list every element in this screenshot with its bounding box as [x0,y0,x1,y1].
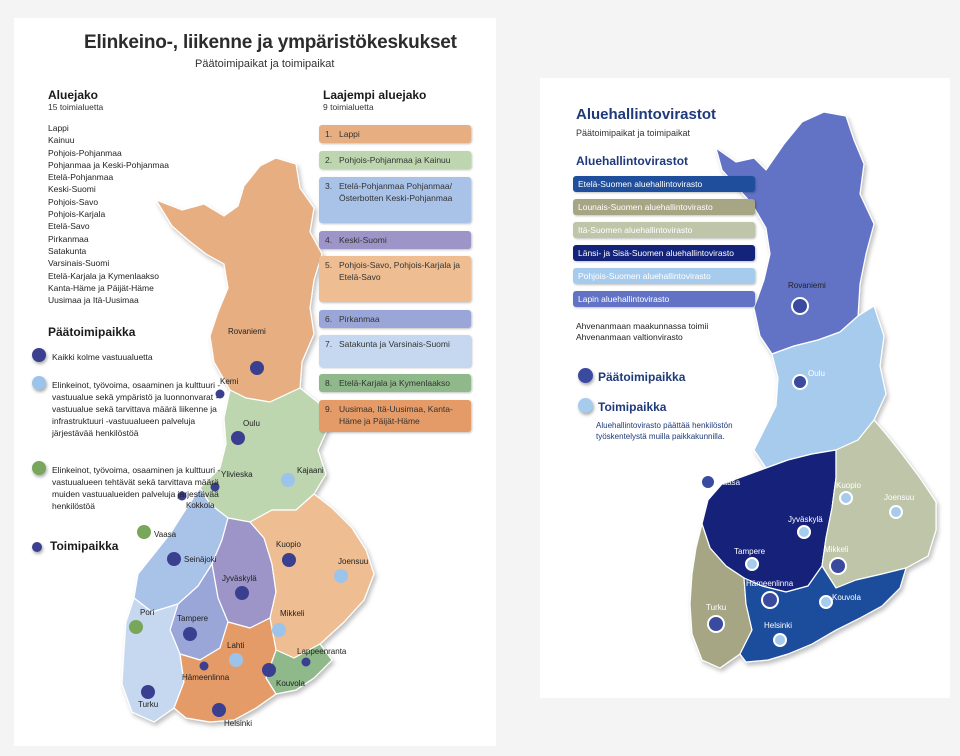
avi-item-pohjois-suomi: Pohjois-Suomen aluehallintovirasto [573,268,755,284]
wide-region-number: 6. [325,314,333,324]
avi-office-mikkeli-marker [830,558,846,574]
avi-city-label-hameenlinna: Hämeenlinna [746,579,794,588]
wide-region-label: Etelä-Pohjanmaa Pohjanmaa/Österbotten Keski-Pohjanmaa [339,181,453,203]
wide-region-label: Etelä-Karjala ja Kymenlaakso [339,378,451,388]
office-turku-marker [141,685,155,699]
avi-office-turku-marker [708,616,724,632]
office-lappeenranta-marker [302,658,311,667]
wide-region-number: 3. [325,181,333,191]
avi-city-label-jyvaskyla: Jyväskylä [788,515,823,524]
avi-legend-dot-paatoimipaikka [578,368,593,383]
city-label-tampere: Tampere [177,614,209,623]
city-label-helsinki: Helsinki [224,719,253,728]
aluejako-heading: Aluejako [48,88,99,102]
legend-text-all: Kaikki kolme vastuualuetta [52,352,153,362]
avi-office-hameenlinna-marker [762,592,778,608]
city-label-mikkeli: Mikkeli [280,609,305,618]
region-list-item: Varsinais-Suomi [48,258,110,269]
wide-region-label: Satakunta ja Varsinais-Suomi [339,339,450,349]
wide-region-label: Keski-Suomi [339,235,387,245]
wide-region-1 [319,125,471,143]
toimipaikka-heading: Toimipaikka [50,539,119,553]
region-list-item: Satakunta [48,245,87,256]
avi-office-jyvaskyla-marker [798,526,810,538]
region-list-item: Pohjois-Pohjanmaa [48,147,122,158]
avi-office-kouvola-marker [820,596,832,608]
city-label-ylivieska: Ylivieska [221,470,253,479]
wide-region-label: Pohjois-Pohjanmaa ja Kainuu [339,155,451,165]
legend-dot-toimipaikka [32,542,42,552]
avi-city-label-joensuu: Joensuu [884,493,915,502]
legend-dot-elinkeino [32,461,46,475]
avi-item-lounais-suomi: Lounais-Suomen aluehallintovirasto [573,199,755,215]
avi-item-ita-suomi: Itä-Suomen aluehallintovirasto [573,222,755,238]
ely-title: Elinkeino-, liikenne ja ympäristökeskukset [84,32,457,53]
office-jyvaskyla-marker [235,586,249,600]
office-lahti-marker [229,653,243,667]
aluejako-subheading: 15 toimialuetta [48,102,104,112]
office-hameenlinna-marker [200,662,209,671]
wide-region-label: Lappi [339,129,360,139]
wide-region-5 [319,256,471,302]
region-list-item: Kanta-Häme ja Päijät-Häme [48,282,154,293]
region-list-item: Pohjois-Savo [48,196,99,207]
avi-city-label-turku: Turku [706,603,727,612]
region-list-item: Keski-Suomi [48,184,96,195]
wide-region-4 [319,231,471,249]
office-mikkeli-marker [272,623,286,637]
avi-office-joensuu-marker [890,506,902,518]
wide-region-number: 2. [325,155,333,165]
avi-title: Aluehallintovirastot [576,106,717,123]
avi-office-oulu-marker [793,375,807,389]
wide-region-2 [319,151,471,169]
ely-panel [14,18,496,746]
office-vaasa-marker [137,525,151,539]
office-joensuu-marker [334,569,348,583]
wide-region-number: 4. [325,235,333,245]
region-list-item: Etelä-Karjala ja Kymenlaakso [48,270,160,281]
avi-city-label-mikkeli: Mikkeli [824,545,849,554]
wide-region-3 [319,177,471,223]
region-list-item: Lappi [48,123,69,133]
wide-region-7 [319,335,471,367]
region-list-item: Etelä-Pohjanmaa [48,172,114,183]
avi-city-label-oulu: Oulu [808,369,825,378]
avi-city-label-rovaniemi: Rovaniemi [788,281,826,290]
wide-region-label: Pohjois-Savo, Pohjois-Karjala ja Etelä-Savo [339,260,460,282]
city-label-hameenlinna: Hämeenlinna [182,673,230,682]
avi-item-lapin: Lapin aluehallintovirasto [573,291,755,307]
avi-panel [540,78,950,698]
avi-subtitle: Päätoimipaikat ja toimipaikat [576,128,691,138]
region-list-item: Kainuu [48,135,75,146]
ely-subtitle: Päätoimipaikat ja toimipaikat [195,58,335,70]
city-label-vaasa: Vaasa [154,530,177,539]
legend-dot-all [32,348,46,362]
region-list-item: Pirkanmaa [48,233,89,244]
laajempi-subheading: 9 toimialuetta [323,102,374,112]
region-list-item: Pohjanmaa ja Keski-Pohjanmaa [48,159,169,170]
avi-office-kuopio-marker [840,492,852,504]
city-label-kouvola: Kouvola [276,679,305,688]
region-list-item: Pohjois-Karjala [48,209,106,220]
legend-dot-partial [32,376,46,390]
avi-heading: Aluehallintovirastot [576,154,689,168]
avi-office-vaasa-marker [701,475,715,489]
wide-region-8 [319,374,471,392]
wide-region-label: Uusimaa, Itä-Uusimaa, Kanta-Häme ja Päijät-Häme [339,404,453,426]
office-kouvola-marker [262,663,276,677]
avi-office-tampere-marker [746,558,758,570]
office-kajaani-marker [281,473,295,487]
ahvenanmaa-note: Ahvenanmaan maakunnassa toimii Ahvenanmaan valtionvirasto [576,321,709,342]
legend-text-elinkeino: Elinkeinot, työvoima, osaaminen ja kulttuuri -vastuualueen tehtävät sekä tarvittava määrä muiden vastuualueiden palveluja järjestävää henkilöstöä [52,465,221,511]
office-rovaniemi-marker [250,361,264,375]
avi-office-rovaniemi-marker [792,298,808,314]
avi-city-label-helsinki: Helsinki [764,621,793,630]
wide-region-number: 7. [325,339,333,349]
avi-city-label-vaasa: Vaasa [718,478,741,487]
city-label-kokkola: Kokkola [186,501,215,510]
city-label-kajaani: Kajaani [297,466,324,475]
office-tampere-marker [183,627,197,641]
legend-text-partial: Elinkeinot, työvoima, osaaminen ja kulttuuri -vastuualue sekä ympäristö ja luonnonvarat -vastuualue sekä tarvittava määrä liikenne ja infrastruktuuri -vastuualueen palveluja järjestävää henkilöstöä [52,380,221,438]
avi-legend-toimipaikka: Toimipaikka [598,400,667,414]
city-label-jyvaskyla: Jyväskylä [222,574,257,583]
laajempi-heading: Laajempi aluejako [323,88,427,102]
wide-region-number: 1. [325,129,333,139]
paatoimipaikka-heading: Päätoimipaikka [48,325,136,339]
avi-legend-dot-toimipaikka [578,398,593,413]
region-list-item: Uusimaa ja Itä-Uusimaa [48,295,139,306]
wide-region-9 [319,400,471,432]
city-label-rovaniemi: Rovaniemi [228,327,266,336]
city-label-kuopio: Kuopio [276,540,301,549]
avi-city-label-kouvola: Kouvola [832,593,861,602]
avi-item-etela-suomi: Etelä-Suomen aluehallintovirasto [573,176,755,192]
avi-city-label-tampere: Tampere [734,547,766,556]
city-label-oulu: Oulu [243,419,260,428]
city-label-turku: Turku [138,700,159,709]
avi-city-label-kuopio: Kuopio [836,481,861,490]
office-kuopio-marker [282,553,296,567]
region-list [48,122,238,306]
office-seinajoki-marker [167,552,181,566]
city-label-lappeenranta: Lappeenranta [297,647,347,656]
wide-region-number: 5. [325,260,333,270]
city-label-lahti: Lahti [227,641,245,650]
avi-office-helsinki-marker [774,634,786,646]
region-list-item: Etelä-Savo [48,221,90,232]
wide-region-number: 8. [325,378,333,388]
avi-item-lansi-sisa-suomi: Länsi- ja Sisä-Suomen aluehallintovirasto [573,245,755,261]
wide-region-6 [319,310,471,328]
office-helsinki-marker [212,703,226,717]
office-oulu-marker [231,431,245,445]
city-label-joensuu: Joensuu [338,557,369,566]
wide-region-label: Pirkanmaa [339,314,380,324]
city-label-kemi: Kemi [220,377,239,386]
avi-note: Aluehallintovirasto päättää henkilöstön työskentelystä muilla paikkakunnilla. [596,421,733,441]
office-pori-marker [129,620,143,634]
city-label-seinajoki: Seinäjoki [184,555,217,564]
avi-map [540,78,950,698]
avi-legend-paatoimipaikka: Päätoimipaikka [598,370,686,384]
city-label-pori: Pori [140,608,155,617]
wide-region-number: 9. [325,404,333,414]
